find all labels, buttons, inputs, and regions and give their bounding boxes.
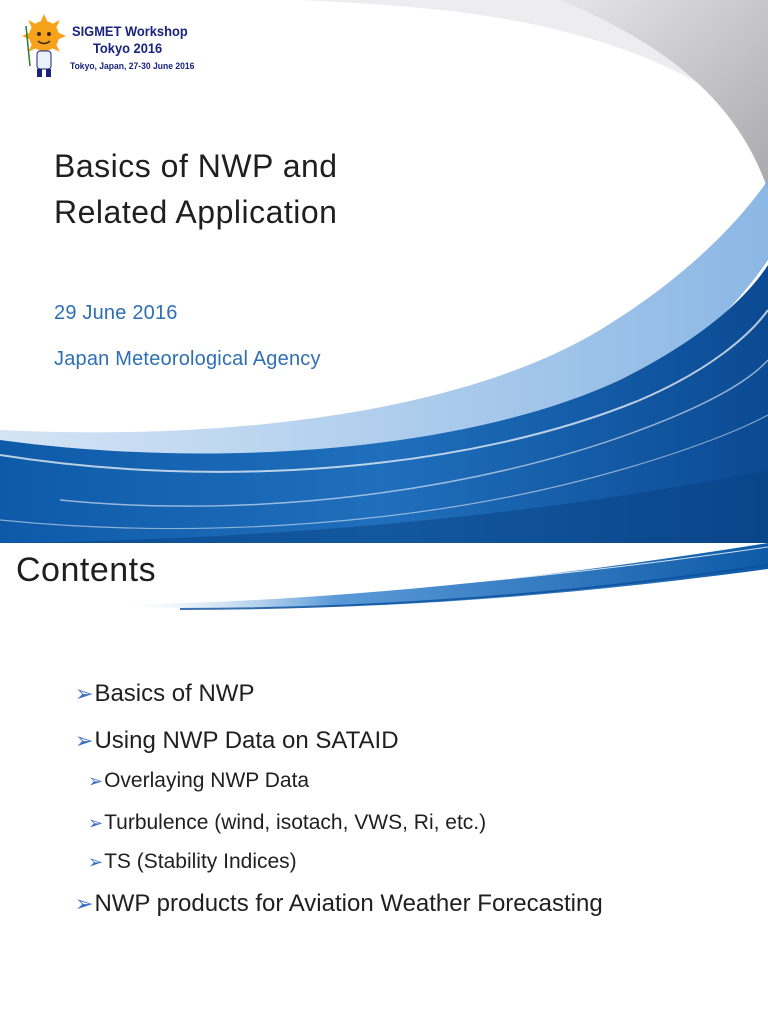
arrow-bullet-icon: ➢ <box>75 681 94 706</box>
workshop-logo <box>20 14 210 84</box>
logo-workshop-name: SIGMET Workshop <box>72 23 188 39</box>
list-item <box>75 680 254 708</box>
contents-slide <box>0 543 768 1024</box>
arrow-bullet-icon: ➢ <box>75 728 94 753</box>
list-item <box>75 890 603 918</box>
logo-workshop-city: Tokyo 2016 <box>93 40 163 56</box>
arrow-bullet-icon: ➢ <box>75 891 94 916</box>
list-item <box>88 769 309 793</box>
sun-mascot-icon <box>20 14 70 80</box>
list-item-text: Turbulence (wind, isotach, VWS, Ri, etc.) <box>104 811 487 834</box>
presenter-agency: Japan Meteorological Agency <box>54 348 321 370</box>
title-line-1: Basics of NWP and <box>54 148 338 184</box>
list-item <box>75 727 399 755</box>
list-item <box>88 811 486 835</box>
logo-workshop-dates: Tokyo, Japan, 27-30 June 2016 <box>70 61 195 72</box>
list-item-text: Basics of NWP <box>94 680 255 707</box>
arrow-bullet-icon: ➢ <box>88 813 104 833</box>
arrow-bullet-icon: ➢ <box>88 852 104 872</box>
list-item-text: TS (Stability Indices) <box>104 850 297 873</box>
arrow-bullet-icon: ➢ <box>88 771 104 791</box>
presentation-title <box>54 143 514 235</box>
list-item-text: Using NWP Data on SATAID <box>94 727 399 754</box>
list-item-text: NWP products for Aviation Weather Forecasting <box>94 890 603 917</box>
list-item <box>88 850 297 874</box>
title-line-2: Related Application <box>54 194 338 230</box>
contents-heading: Contents <box>16 551 157 589</box>
presentation-date: 29 June 2016 <box>54 302 178 324</box>
list-item-text: Overlaying NWP Data <box>104 769 310 792</box>
